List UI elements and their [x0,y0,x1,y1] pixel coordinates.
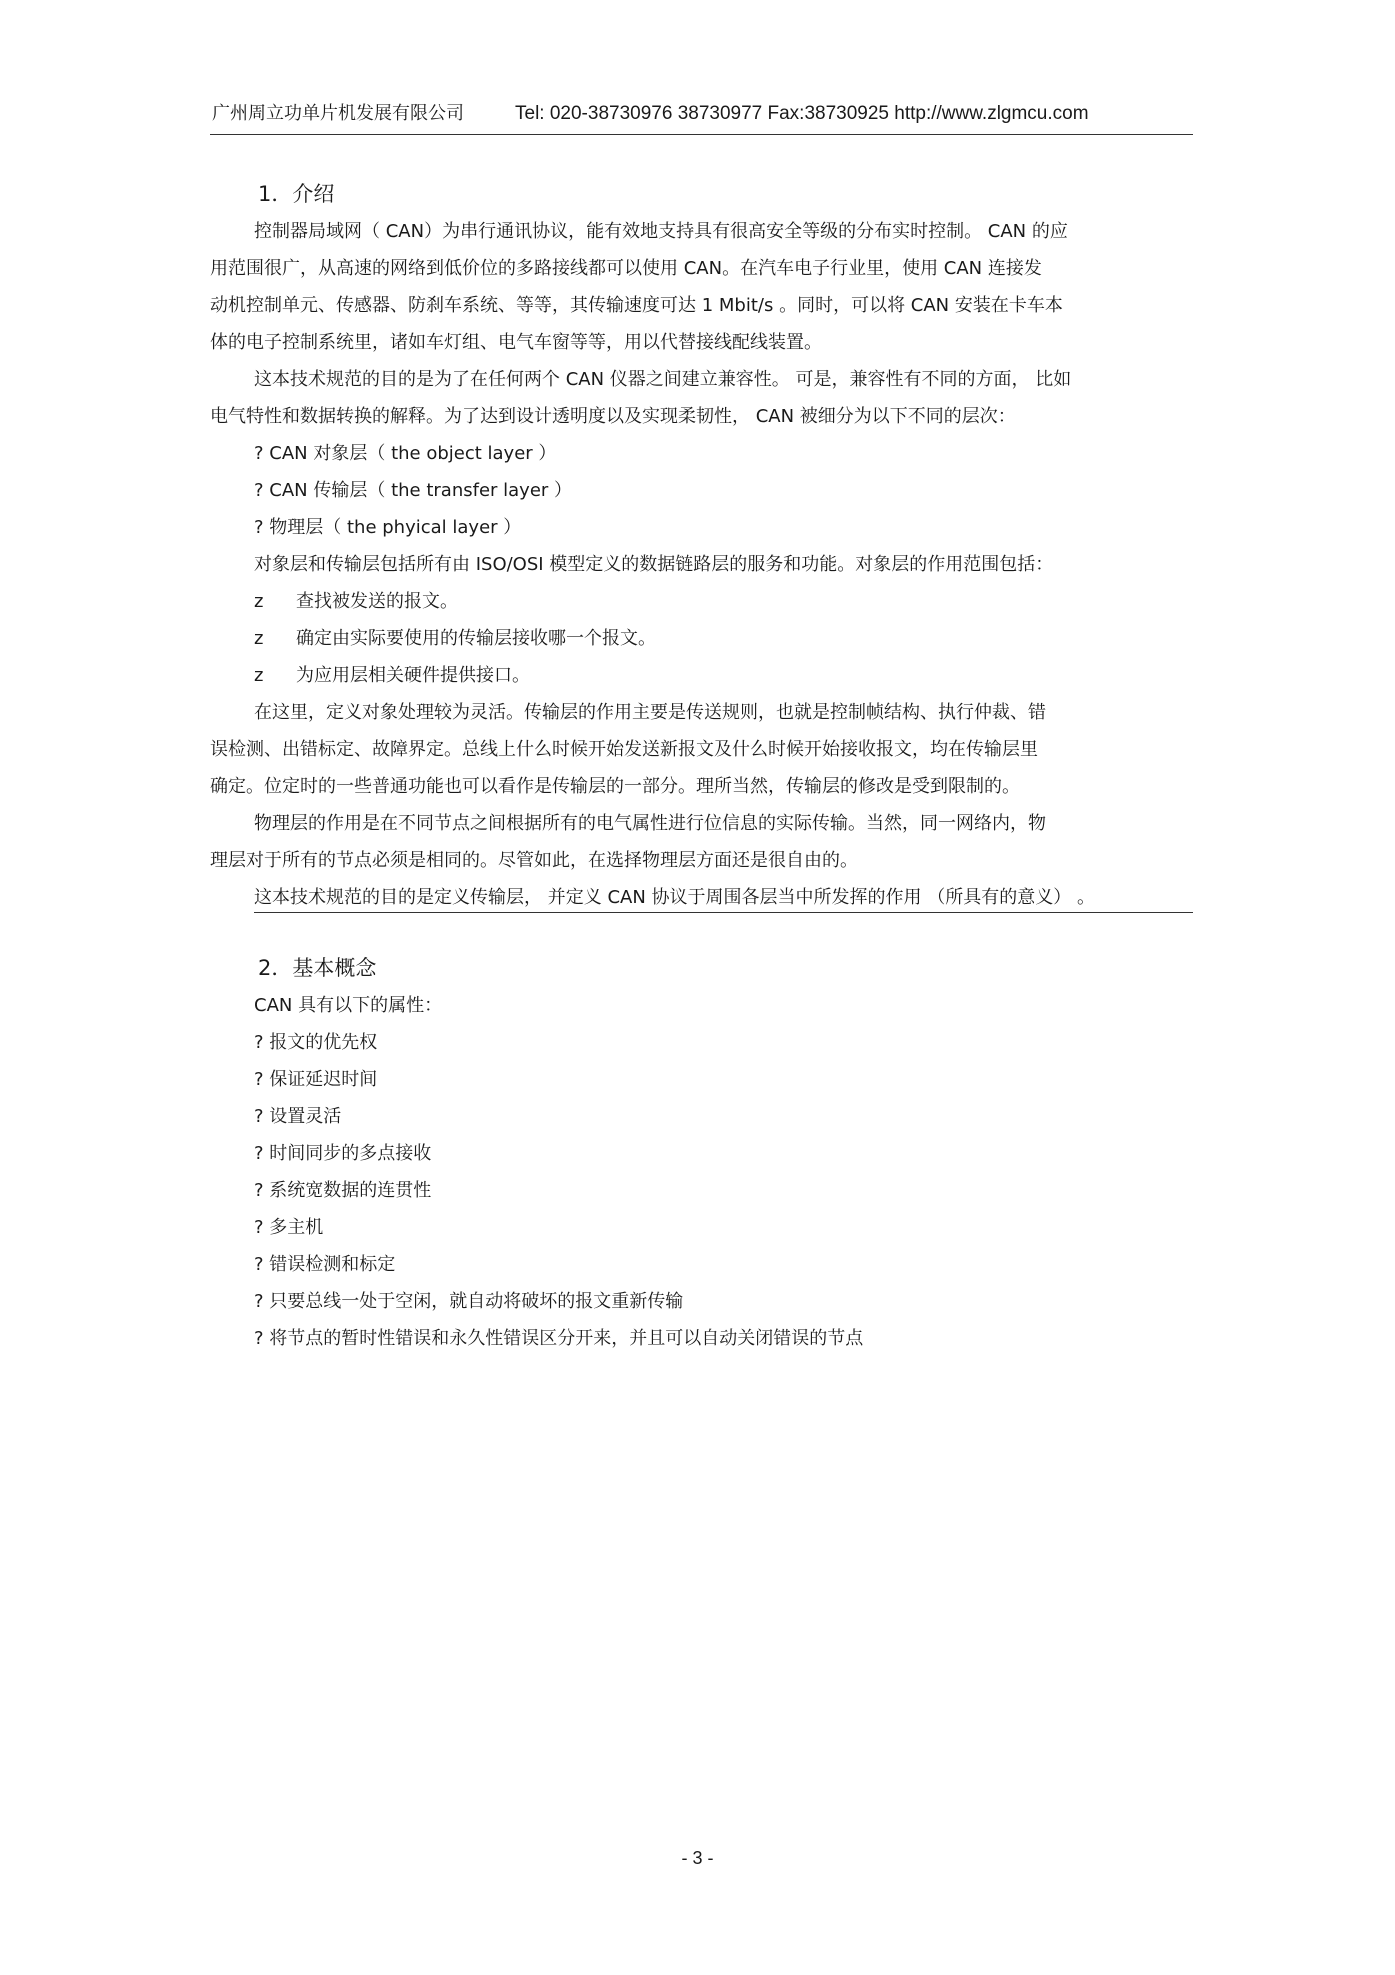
page-header [210,100,1193,135]
paragraph-line: 这本技术规范的目的是为了在任何两个 CAN 仪器之间建立兼容性。 可是，兼容性有不同的方面， 比如 [254,369,1072,390]
property-item: ? 将节点的暂时性错误和永久性错误区分开来，并且可以自动关闭错误的节点 [254,1328,864,1349]
paragraph-line: 确定。位定时的一些普通功能也可以看作是传输层的一部分。理所当然，传输层的修改是受到限制的。 [210,776,1020,797]
object-item [210,657,1193,694]
page-number: - 3 - [681,1848,714,1868]
layer-item: ? 物理层（ the phyical layer ） [254,517,522,538]
object-item [210,620,1193,657]
document-body [210,176,1193,1357]
property-item: ? 时间同步的多点接收 [254,1143,432,1164]
paragraph-line: CAN 具有以下的属性： [254,995,443,1016]
bullet-marker: z [254,665,264,686]
paragraph-line: 物理层的作用是在不同节点之间根据所有的电气属性进行位信息的实际传输。当然，同一网络内，物 [254,813,1046,834]
property-item: ? 多主机 [254,1217,324,1238]
layer-item: ? CAN 传输层（ the transfer layer ） [254,480,573,501]
paragraph-line: 对象层和传输层包括所有由 ISO/OSI 模型定义的数据链路层的服务和功能。对象层的作用范围包括： [254,554,1054,575]
paragraph-line: 体的电子控制系统里，诸如车灯组、电气车窗等等，用以代替接线配线装置。 [210,332,822,353]
object-item-text: 确定由实际要使用的传输层接收哪一个报文。 [296,628,656,649]
property-item: ? 报文的优先权 [254,1032,378,1053]
object-item [210,583,1193,620]
paragraph-line: 电气特性和数据转换的解释。为了达到设计透明度以及实现柔韧性， CAN 被细分为以下不同的层次： [210,406,1016,427]
object-item-text: 为应用层相关硬件提供接口。 [296,665,530,686]
property-item: ? 保证延迟时间 [254,1069,378,1090]
section-2-heading: 2．基本概念 [258,956,377,980]
paragraph-line: 误检测、出错标定、故障界定。总线上什么时候开始发送新报文及什么时候开始接收报文，均在传输层里 [210,739,1038,760]
property-item: ? 设置灵活 [254,1106,342,1127]
paragraph-line: 在这里，定义对象处理较为灵活。传输层的作用主要是传送规则，也就是控制帧结构、执行仲裁、错 [254,702,1046,723]
paragraph-line: 理层对于所有的节点必须是相同的。尽管如此，在选择物理层方面还是很自由的。 [210,850,858,871]
property-item: ? 系统宽数据的连贯性 [254,1180,432,1201]
contact-info: Tel: 020-38730976 38730977 Fax:38730925 http://www.zlgmcu.com [515,103,1089,124]
company-name: 广州周立功单片机发展有限公司 [212,103,464,124]
paragraph-line: 控制器局域网（ CAN）为串行通讯协议，能有效地支持具有很高安全等级的分布实时控制。 CAN 的应 [254,221,1068,242]
paragraph-line: 用范围很广，从高速的网络到低价位的多路接线都可以使用 CAN。在汽车电子行业里，使用 CAN 连接发 [210,258,1042,279]
property-item: ? 错误检测和标定 [254,1254,396,1275]
section-gap [210,916,1193,950]
paragraph-line-underlined [210,879,1193,916]
paragraph-line: 动机控制单元、传感器、防刹车系统、等等，其传输速度可达 1 Mbit/s 。同时，可以将 CAN 安装在卡车本 [210,295,1063,316]
object-item-text: 查找被发送的报文。 [296,591,458,612]
section-1-heading: 1．介绍 [258,182,335,206]
underlined-text: 这本技术规范的目的是定义传输层， 并定义 CAN 协议于周围各层当中所发挥的作用 （所具有的意义） 。 [254,879,1193,913]
property-item: ? 只要总线一处于空闲，就自动将破坏的报文重新传输 [254,1291,684,1312]
bullet-marker: z [254,628,264,649]
bullet-marker: z [254,591,264,612]
layer-item: ? CAN 对象层（ the object layer ） [254,443,557,464]
